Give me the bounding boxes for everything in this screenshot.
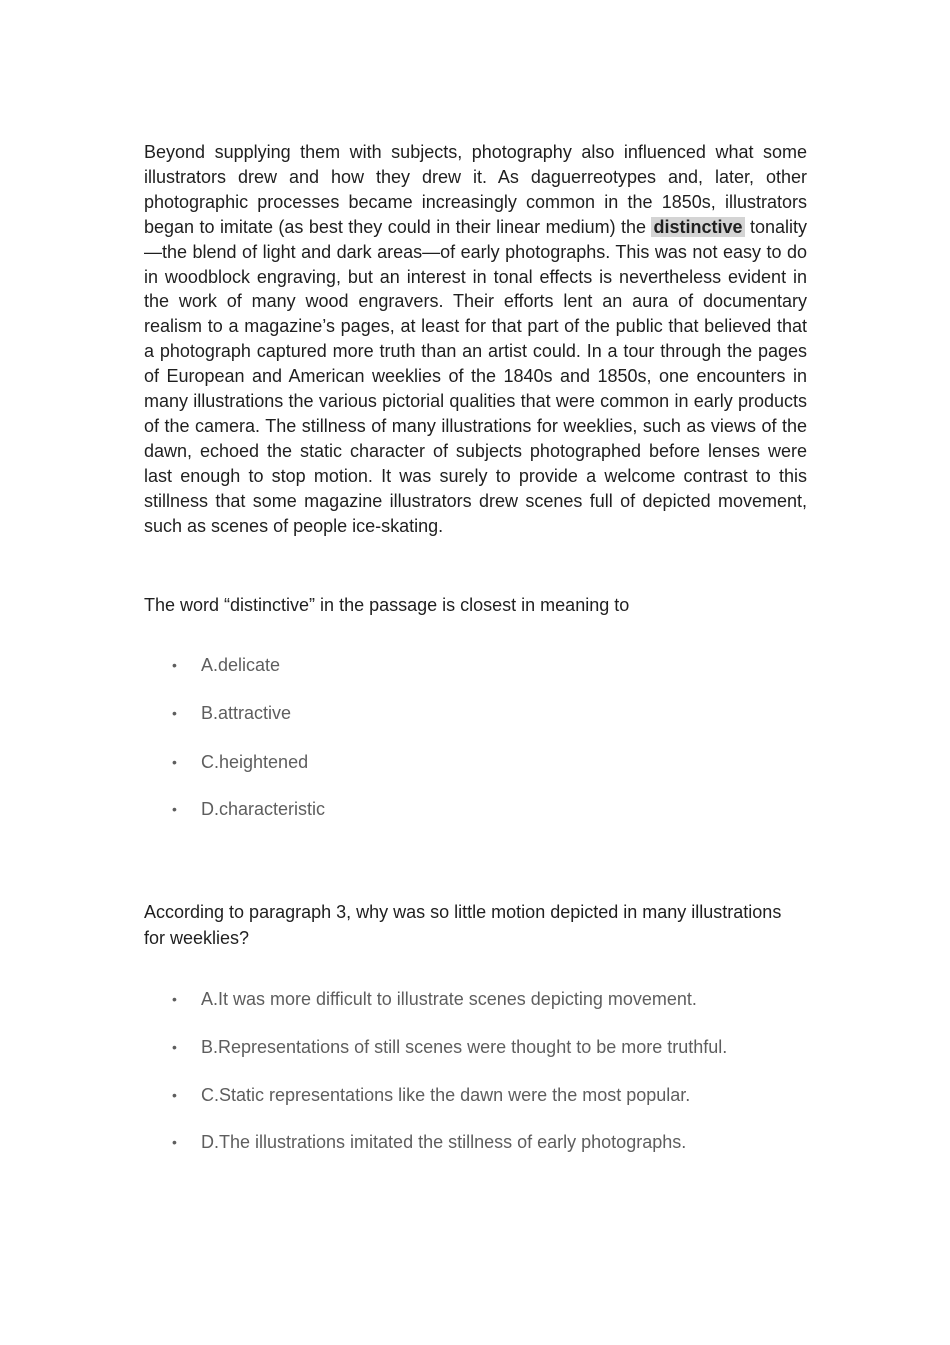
bullet-icon: • <box>172 1039 177 1055</box>
option-label: C.heightened <box>201 752 309 772</box>
passage-text-before: Beyond supplying them with subjects, photography also influenced what some illustrators drew and how they drew it. As daguerreotypes and, later, other photographic processes became increasingly common in the 1850s, illustrators began to imitate (as best they could in their linear medium) the <box>144 142 807 237</box>
bullet-icon: • <box>172 754 177 770</box>
option-label: D.characteristic <box>201 799 326 819</box>
question-2-option-d[interactable] <box>0 1129 900 1155</box>
option-label: C.Static representations like the dawn were the most popular. <box>201 1085 691 1105</box>
bullet-icon: • <box>172 705 177 721</box>
question-2-prompt: According to paragraph 3, why was so little motion depicted in many illustrations for weeklies? <box>144 902 782 948</box>
question-1-option-a[interactable] <box>0 652 900 678</box>
bullet-icon: • <box>172 801 177 817</box>
option-label: B.attractive <box>201 703 292 723</box>
highlighted-word: distinctive <box>653 216 743 237</box>
question-1-option-c[interactable] <box>0 749 900 775</box>
question-1-option-d[interactable] <box>0 796 900 822</box>
question-2-option-b[interactable] <box>0 1034 900 1060</box>
question-2-option-c[interactable] <box>0 1082 900 1108</box>
option-label: B.Representations of still scenes were thought to be more truthful. <box>201 1037 728 1057</box>
question-1-option-b[interactable] <box>0 700 900 726</box>
bullet-icon: • <box>172 657 177 673</box>
question-1-prompt: The word “distinctive” in the passage is closest in meaning to <box>144 595 630 615</box>
bullet-icon: • <box>172 1087 177 1103</box>
passage-text-after: tonality—the blend of light and dark areas—of early photographs. This was not easy to do in woodblock engraving, but an interest in tonal effects is nevertheless evident in the work of many wood engravers. Their efforts lent an aura of documentary realism to a magazine’s pages, at least for that part of the public that believed that a photograph captured more truth than an artist could. In a tour through the pages of European and American weeklies of the 1840s and 1850s, one encounters in many illustrations the various pictorial qualities that were common in early products of the camera. The stillness of many illustrations for weeklies, such as views of the dawn, echoed the static character of subjects photographed before lenses were last enough to stop motion. It was surely to provide a welcome contrast to this stillness that some magazine illustrators drew scenes full of depicted movement, such as scenes of people ice-skating. <box>144 216 807 536</box>
option-label: A.It was more difficult to illustrate scenes depicting movement. <box>201 989 697 1009</box>
option-label: A.delicate <box>201 655 281 675</box>
bullet-icon: • <box>172 991 177 1007</box>
bullet-icon: • <box>172 1134 177 1150</box>
question-2-option-a[interactable] <box>0 986 900 1012</box>
passage-paragraph <box>144 140 807 539</box>
option-label: D.The illustrations imitated the stillness of early photographs. <box>201 1132 687 1152</box>
